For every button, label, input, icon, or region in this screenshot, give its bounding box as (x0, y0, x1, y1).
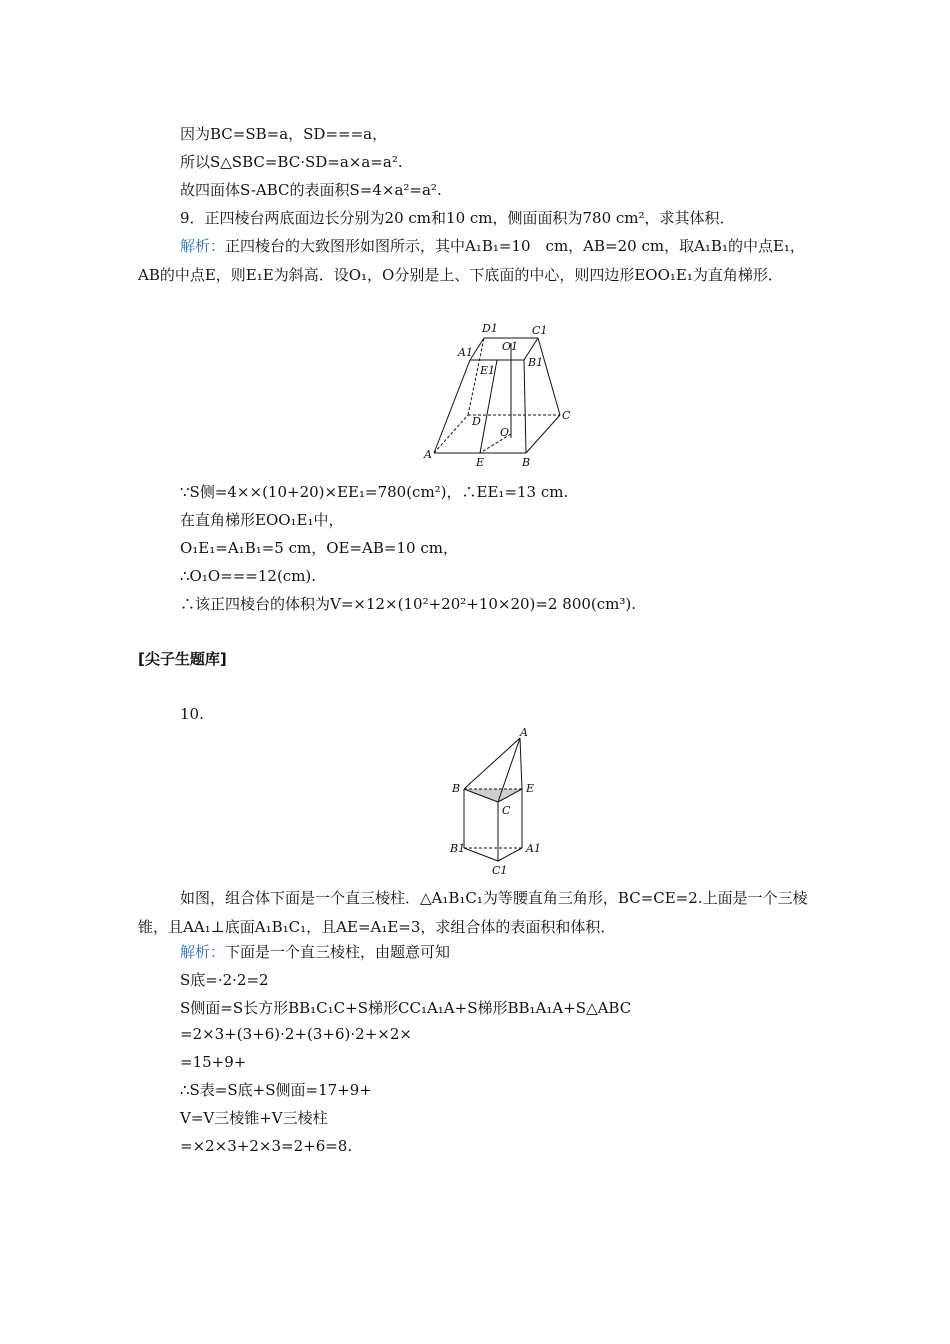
q10-line-3: =2×3+(3+6)·2+(3+6)·2+×2× (180, 1025, 412, 1043)
section-title: [尖子生题库] (138, 650, 227, 668)
q10-analysis-label: 解析： (180, 943, 226, 961)
q9-step-2: 在直角梯形EOO₁E₁中， (180, 511, 344, 529)
frustum-label-o1: O1 (502, 340, 519, 353)
frustum-label-a: A (424, 448, 432, 461)
frustum-figure (420, 318, 580, 474)
prev-line-3: 故四面体S-ABC的表面积S=4×a²=a². (180, 181, 442, 199)
frustum-label-d1: D1 (482, 322, 498, 335)
frustum-label-a1: A1 (458, 346, 473, 359)
frustum-label-c1: C1 (532, 324, 548, 337)
q10-line-2: S侧面=S长方形BB₁C₁C+S梯形CC₁A₁A+S梯形BB₁A₁A+S△ABC (180, 999, 632, 1017)
q10-line-5: ∴S表=S底+S侧面=17+9+ (180, 1081, 372, 1099)
prev-line-2: 所以S△SBC=BC·SD=a×a=a². (180, 153, 403, 171)
solid-label-b1: B1 (450, 842, 466, 855)
q10-analysis (180, 942, 450, 962)
q9-analysis-label: 解析： (180, 237, 226, 255)
q9-analysis-text: 正四棱台的大致图形如图所示，其中A₁B₁=10 cm，AB=20 cm，取A₁B₁的中点E₁，AB的中点E，则E₁E为斜高．设O₁，O分别是上、下底面的中心，则四边形EOO₁E₁为直角梯形． (138, 237, 805, 284)
solid-label-a1: A1 (526, 842, 541, 855)
frustum-label-e: E (476, 456, 485, 469)
solid-label-c: C (502, 804, 511, 817)
q9-step-3: O₁E₁=A₁B₁=5 cm，OE=AB=10 cm， (180, 539, 458, 557)
q9-analysis (138, 232, 818, 290)
q9-step-5: ∴该正四棱台的体积为V=×12×(10²+20²+10×20)=2 800(cm³). (180, 595, 637, 613)
frustum-label-o: O (500, 426, 510, 439)
q10-number: 10. (180, 705, 204, 723)
q9-stem: 9．正四棱台两底面边长分别为20 cm和10 cm，侧面面积为780 cm²，求其体积． (180, 209, 735, 227)
q10-line-7: =×2×3+2×3=2+6=8. (180, 1137, 353, 1155)
q10-analysis-text: 下面是一个直三棱柱，由题意可知 (225, 943, 451, 961)
q9-step-4: ∴O₁O===12(cm). (180, 567, 317, 585)
solid-label-b: B (452, 782, 461, 795)
solid-label-e: E (526, 782, 535, 795)
prev-line-1: 因为BC=SB=a，SD===a， (180, 125, 388, 143)
q10-line-1: S底=·2·2=2 (180, 971, 269, 989)
solid-label-a: A (520, 728, 528, 739)
q10-line-6: V=V三棱锥+V三棱柱 (180, 1109, 328, 1127)
solid-label-c1: C1 (492, 864, 508, 877)
q10-line-4: =15+9+ (180, 1053, 247, 1071)
q9-step-1: ∵S侧=4××(10+20)×EE₁=780(cm²)，∴EE₁=13 cm. (180, 483, 569, 501)
frustum-label-c: C (562, 409, 571, 422)
frustum-label-e1: E1 (480, 364, 496, 377)
frustum-label-b: B (522, 456, 531, 469)
frustum-label-d: D (472, 415, 481, 428)
q10-stem: 如图，组合体下面是一个直三棱柱．△A₁B₁C₁为等腰直角三角形，BC=CE=2.上面是一个三棱锥，且AA₁⊥底面A₁B₁C₁，且AE=A₁E=3，求组合体的表面积和体积． (138, 889, 808, 936)
combined-solid-figure (448, 728, 548, 878)
frustum-label-b1: B1 (528, 356, 544, 369)
